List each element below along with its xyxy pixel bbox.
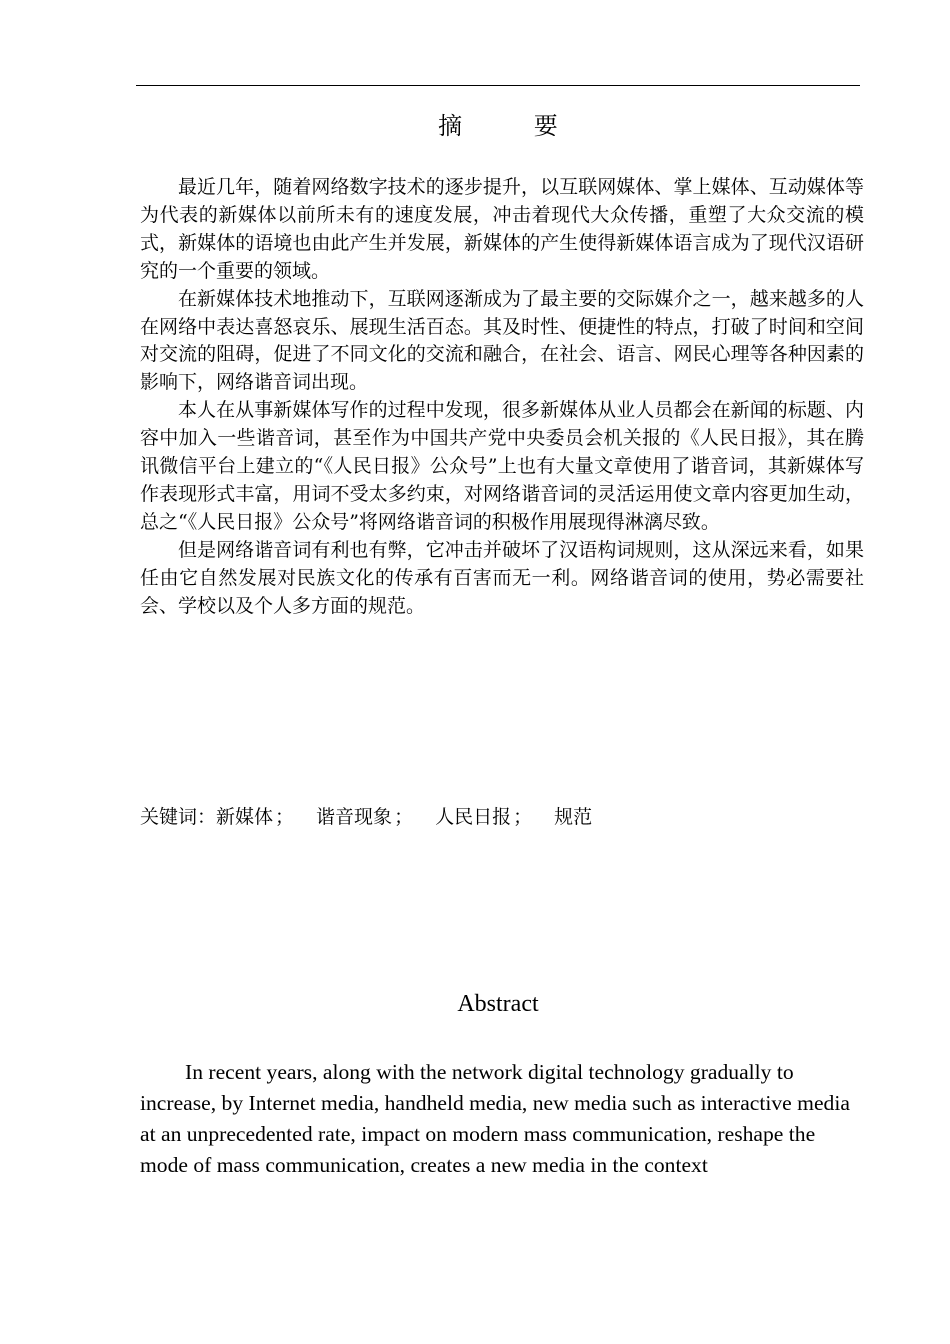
keyword-item: 规范: [554, 806, 593, 828]
keyword-item: 新媒体: [216, 806, 274, 828]
abstract-zh-paragraph: 但是网络谐音词有利也有弊，它冲击并破坏了汉语构词规则，这从深远来看，如果任由它自然发展对民族文化的传承有百害而无一利。网络谐音词的使用，势必需要社会、学校以及个人多方面的规范。: [140, 538, 864, 617]
abstract-en-body: [140, 1057, 856, 1181]
abstract-zh-body: [140, 174, 864, 621]
keywords-line: [140, 800, 856, 834]
keyword-separator: ；: [275, 806, 295, 828]
keywords-label: 关键词：: [140, 806, 217, 828]
abstract-zh-paragraph: 本人在从事新媒体写作的过程中发现，很多新媒体从业人员都会在新闻的标题、内容中加入一些谐音词，甚至作为中国共产党中央委员会机关报的《人民日报》，其在腾讯微信平台上建立的“《人民日报》公众号”上也有大量文章使用了谐音词，其新媒体写作表现形式丰富，用词不受太多约束，对网络谐音词的灵活运用使文章内容更加生动，总之“《人民日报》公众号”将网络谐音词的积极作用展现得淋漓尽致。: [140, 399, 864, 533]
keyword-item: 人民日报: [435, 806, 512, 828]
abstract-zh-paragraph: 在新媒体技术地推动下，互联网逐渐成为了最主要的交际媒介之一，越来越多的人在网络中表达喜怒哀乐、展现生活百态。其及时性、便捷性的特点，打破了时间和空间对交流的阻碍，促进了不同文化的交流和融合，在社会、语言、网民心理等各种因素的影响下，网络谐音词出现。: [140, 287, 864, 394]
abstract-en-title: Abstract: [457, 991, 539, 1017]
header-rule: [136, 85, 860, 86]
keyword-item: 谐音现象: [316, 806, 393, 828]
keyword-separator: ；: [394, 806, 414, 828]
keyword-separator: ；: [513, 806, 533, 828]
abstract-zh-title: 摘 要: [438, 112, 590, 140]
abstract-en-paragraph: In recent years, along with the network digital technology gradually to increase, by Internet media, handheld media, new media such as interactive media at an unprecedented rate, impact on modern mass communication, reshape the mode of mass communication, creates a new media in the context: [140, 1060, 850, 1177]
abstract-zh-paragraph: 最近几年，随着网络数字技术的逐步提升，以互联网媒体、掌上媒体、互动媒体等为代表的新媒体以前所未有的速度发展，冲击着现代大众传播，重塑了大众交流的模式，新媒体的语境也由此产生并发展，新媒体的产生使得新媒体语言成为了现代汉语研究的一个重要的领域。: [140, 176, 864, 282]
